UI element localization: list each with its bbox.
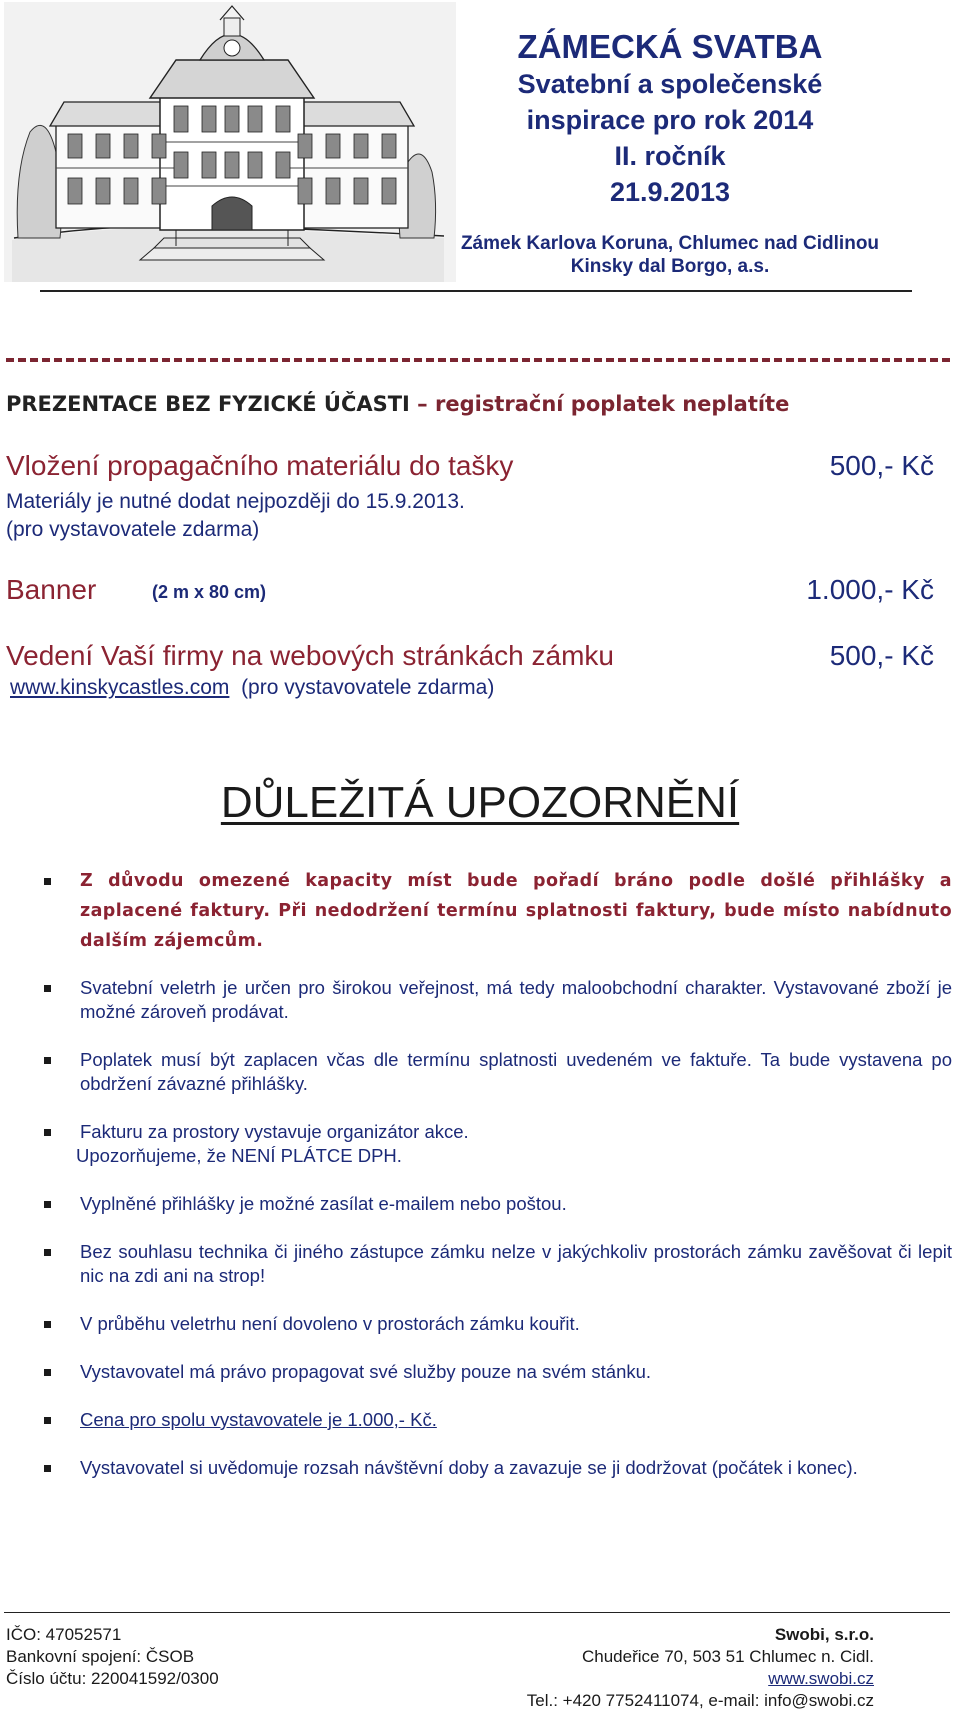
notice-item-text: V průběhu veletrhu není dovoleno v prostorách zámku kouřit. xyxy=(80,1313,580,1334)
notice-item-capacity xyxy=(40,866,952,956)
notice-item-vat: Upozorňujeme, že NENÍ PLÁTCE DPH. xyxy=(76,1145,402,1166)
offer-web-note: (pro vystavovatele zdarma) xyxy=(241,676,495,699)
bullet-icon xyxy=(44,1321,51,1328)
title-line-3: inspirace pro rok 2014 xyxy=(526,105,814,135)
footer-account: Číslo účtu: 220041592/0300 xyxy=(6,1669,219,1688)
offer-web-title: Vedení Vaší firmy na webových stránkách zámku xyxy=(6,640,614,671)
footer-right xyxy=(440,1624,874,1712)
offer-bag-note-1: Materiály je nutné dodat nejpozději do 15.9.2013. xyxy=(6,490,465,513)
offer-bag-note-2: (pro vystavovatele zdarma) xyxy=(6,518,260,541)
event-title xyxy=(420,28,920,210)
offer-bag-price: 500,- Kč xyxy=(829,450,934,481)
notice-item-text: Bez souhlasu technika či jiného zástupce zámku nelze v jakýchkoliv prostorách zámku zavěšovat či lepit nic na zdi ani na strop! xyxy=(80,1241,952,1286)
presentation-heading-rest: – registrační poplatek neplatíte xyxy=(409,392,790,416)
notice-item-text: Vystavovatel má právo propagovat své služby pouze na svém stánku. xyxy=(80,1361,652,1382)
notice-item-smoking xyxy=(40,1312,952,1336)
notice-item-text: Vystavovatel si uvědomuje rozsah návštěvní doby a zavazuje se ji dodržovat (počátek i konec). xyxy=(80,1457,858,1478)
notice-item-payment xyxy=(40,1048,952,1096)
title-line-1: ZÁMECKÁ SVATBA xyxy=(517,28,823,65)
offer-banner-price: 1.000,- Kč xyxy=(806,574,934,605)
footer-divider xyxy=(4,1612,950,1613)
notice-item-stand xyxy=(40,1360,952,1384)
notice-item-walls xyxy=(40,1240,952,1288)
notice-item-text: Cena pro spolu vystavovatele je 1.000,- Kč. xyxy=(80,1409,437,1430)
title-line-2: Svatební a společenské xyxy=(517,69,823,99)
bullet-icon xyxy=(44,878,51,885)
offer-web-price: 500,- Kč xyxy=(829,640,934,671)
footer-address: Chudeřice 70, 503 51 Chlumec n. Cidl. xyxy=(582,1647,874,1666)
footer-ico: IČO: 47052571 xyxy=(6,1625,122,1644)
notice-item-text: Fakturu za prostory vystavuje organizátor akce. xyxy=(80,1121,469,1142)
notice-heading-wrap xyxy=(0,778,960,828)
notice-item-applications xyxy=(40,1192,952,1216)
offer-bag-title: Vložení propagačního materiálu do tašky xyxy=(6,450,514,481)
offer-banner-size: (2 m x 80 cm) xyxy=(152,582,267,602)
venue-block xyxy=(420,232,920,278)
notice-item-price xyxy=(40,1408,952,1432)
kinskycastles-link[interactable]: www.kinskycastles.com xyxy=(10,676,230,699)
venue-line-1: Zámek Karlova Koruna, Chlumec nad Cidlinou xyxy=(460,233,880,254)
title-line-4: II. ročník xyxy=(614,141,726,171)
presentation-heading xyxy=(6,392,956,416)
notice-item-hours xyxy=(40,1456,952,1480)
bullet-icon xyxy=(44,1129,51,1136)
presentation-heading-lead: PREZENTACE BEZ FYZICKÉ ÚČASTI xyxy=(6,392,410,416)
notice-item-invoice xyxy=(40,1120,952,1168)
footer-contact: Tel.: +420 7752411074, e-mail: info@swobi.cz xyxy=(526,1691,874,1710)
notice-item-public xyxy=(40,976,952,1024)
dashed-separator xyxy=(6,358,954,362)
notice-item-text: Z důvodu omezené kapacity míst bude pořadí bráno podle došlé přihlášky a zaplacené faktury. Při nedodržení termínu splatnosti faktury, bude místo nabídnuto dalším zájemcům. xyxy=(80,871,952,951)
offer-web-line xyxy=(10,676,494,700)
bullet-icon xyxy=(44,1201,51,1208)
bullet-icon xyxy=(44,985,51,992)
bullet-icon xyxy=(44,1417,51,1424)
bullet-icon xyxy=(44,1465,51,1472)
notice-list xyxy=(40,866,952,1480)
venue-line-2: Kinsky dal Borgo, a.s. xyxy=(570,256,770,277)
offer-banner-title: Banner xyxy=(6,574,97,605)
footer-company: Swobi, s.r.o. xyxy=(774,1625,874,1644)
swobi-web-link[interactable]: www.swobi.cz xyxy=(768,1669,874,1688)
notice-item-text: Poplatek musí být zaplacen včas dle termínu splatnosti uvedeném ve faktuře. Ta bude vystavena po obdržení závazné přihlášky. xyxy=(80,1049,952,1094)
notice-item-text: Vyplněné přihlášky je možné zasílat e-mailem nebo poštou. xyxy=(80,1193,567,1214)
footer-left xyxy=(6,1624,219,1690)
header-divider xyxy=(40,290,912,292)
bullet-icon xyxy=(44,1057,51,1064)
title-line-5: 21.9.2013 xyxy=(609,177,731,207)
bullet-icon xyxy=(44,1369,51,1376)
castle-illustration xyxy=(4,2,456,282)
notice-heading: DŮLEŽITÁ UPOZORNĚNÍ xyxy=(220,778,740,827)
notice-item-text: Svatební veletrh je určen pro širokou veřejnost, má tedy maloobchodní charakter. Vystavované zboží je možné zároveň prodávat. xyxy=(80,977,952,1022)
bullet-icon xyxy=(44,1249,51,1256)
footer-bank: Bankovní spojení: ČSOB xyxy=(6,1647,195,1666)
